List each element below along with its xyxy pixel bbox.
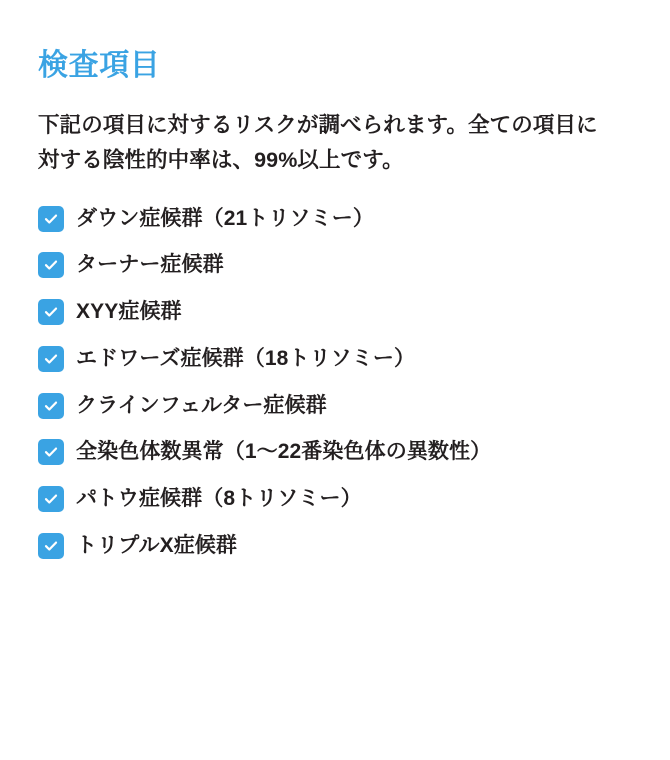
check-icon (38, 252, 64, 278)
check-icon (38, 206, 64, 232)
list-item (38, 297, 632, 326)
list-item (38, 437, 632, 466)
check-icon (38, 393, 64, 419)
list-item-label: XYY症候群 (76, 300, 182, 324)
list-item (38, 344, 632, 373)
check-icon (38, 486, 64, 512)
check-icon (38, 439, 64, 465)
test-item-list (38, 204, 632, 560)
list-item-label: クラインフェルター症候群 (76, 393, 327, 417)
list-item-label: ダウン症候群（21トリソミー） (76, 206, 374, 230)
lead-description: 下記の項目に対するリスクが調べられます。全ての項目に対する陰性的中率は、99%以上です。 (38, 113, 598, 172)
check-icon (38, 533, 64, 559)
list-item-label: ターナー症候群 (76, 253, 224, 277)
list-item (38, 250, 632, 279)
check-icon (38, 299, 64, 325)
list-item (38, 531, 632, 560)
list-item-label: パトウ症候群（8トリソミー） (76, 486, 362, 510)
list-item (38, 484, 632, 513)
list-item-label: エドワーズ症候群（18トリソミー） (76, 346, 416, 370)
page-title: 検査項目 (38, 49, 161, 82)
list-item (38, 204, 632, 233)
list-item-label: 全染色体数異常（1〜22番染色体の異数性） (76, 440, 492, 464)
list-item-label: トリプルX症候群 (76, 533, 238, 557)
check-icon (38, 346, 64, 372)
list-item (38, 391, 632, 420)
